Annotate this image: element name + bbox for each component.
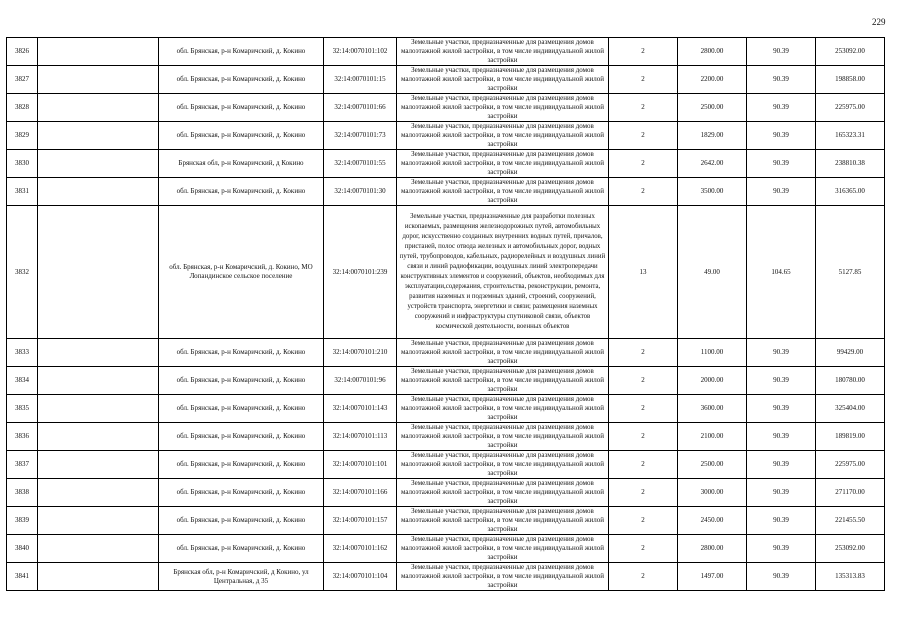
row-number-cell: 3835: [7, 395, 38, 423]
specific-value-cell: 90.39: [747, 339, 816, 367]
area-cell: 49.00: [678, 206, 747, 339]
specific-value-cell: 90.39: [747, 38, 816, 66]
row-number-cell: 3839: [7, 507, 38, 535]
row-number-cell: 3833: [7, 339, 38, 367]
blank-cell: [38, 451, 159, 479]
row-number-cell: 3841: [7, 563, 38, 591]
group-code-cell: 2: [609, 339, 678, 367]
specific-value-cell: 90.39: [747, 479, 816, 507]
table-row: [7, 479, 885, 507]
area-cell: 3600.00: [678, 395, 747, 423]
table-row: [7, 367, 885, 395]
land-use-cell: Земельные участки, предназначенные для размещения домов малоэтажной жилой застройки, в том числе индивидуальной жилой застройки: [397, 122, 609, 150]
area-cell: 1497.00: [678, 563, 747, 591]
cadastral-number-cell: 32:14:0070101:55: [324, 150, 397, 178]
table-row: [7, 38, 885, 66]
blank-cell: [38, 479, 159, 507]
land-use-cell: Земельные участки, предназначенные для размещения домов малоэтажной жилой застройки, в том числе индивидуальной жилой застройки: [397, 563, 609, 591]
group-code-cell: 2: [609, 367, 678, 395]
land-use-cell: Земельные участки, предназначенные для размещения домов малоэтажной жилой застройки, в том числе индивидуальной жилой застройки: [397, 66, 609, 94]
group-code-cell: 2: [609, 150, 678, 178]
specific-value-cell: 90.39: [747, 150, 816, 178]
address-cell: обл. Брянская, р-н Комаричский, д. Кокино: [159, 507, 324, 535]
cadastral-value-cell: 238810.38: [816, 150, 885, 178]
cadastral-value-cell: 325404.00: [816, 395, 885, 423]
specific-value-cell: 90.39: [747, 367, 816, 395]
cadastral-value-cell: 99429.00: [816, 339, 885, 367]
blank-cell: [38, 423, 159, 451]
table-row: [7, 122, 885, 150]
land-use-cell: Земельные участки, предназначенные для размещения домов малоэтажной жилой застройки, в том числе индивидуальной жилой застройки: [397, 94, 609, 122]
row-number-cell: 3840: [7, 535, 38, 563]
cadastral-value-cell: 5127.85: [816, 206, 885, 339]
address-cell: обл. Брянская, р-н Комаричский, д. Кокино, МО Лопандинское сельское поселение: [159, 206, 324, 339]
cadastral-number-cell: 32:14:0070101:143: [324, 395, 397, 423]
table-row: [7, 94, 885, 122]
blank-cell: [38, 94, 159, 122]
land-use-cell: Земельные участки, предназначенные для разработки полезных ископаемых, размещения железнодорожных путей, автомобильных дорог, искусственно созданных внутренних водных путей, причалов, пристаней, полос отвода железных и автомобильных дорог, водных путей, трубопроводов, кабельных, радиорелейных и воздушных линий связи и линий радиофикации, воздушных линий электропередачи конструктивных элементов и сооружений, объектов, необходимых для эксплуатации,содержания, строительства, реконструкции, ремонта, развития наземных и подземных зданий, строений, сооружений, устройств транспорта, энергетики и связи; размещения наземных сооружений и инфраструктуры спутниковой связи, объектов космической деятельности, военных объектов: [397, 206, 609, 339]
table-row: [7, 178, 885, 206]
cadastral-number-cell: 32:14:0070101:113: [324, 423, 397, 451]
cadastral-number-cell: 32:14:0070101:30: [324, 178, 397, 206]
specific-value-cell: 90.39: [747, 122, 816, 150]
table-row: [7, 339, 885, 367]
land-use-cell: Земельные участки, предназначенные для размещения домов малоэтажной жилой застройки, в том числе индивидуальной жилой застройки: [397, 38, 609, 66]
area-cell: 2642.00: [678, 150, 747, 178]
cadastral-value-cell: 165323.31: [816, 122, 885, 150]
address-cell: обл. Брянская, р-н Комаричский, д. Кокино: [159, 94, 324, 122]
cadastral-number-cell: 32:14:0070101:102: [324, 38, 397, 66]
address-cell: обл. Брянская, р-н Комаричский, д. Кокино: [159, 479, 324, 507]
cadastral-value-cell: 180780.00: [816, 367, 885, 395]
address-cell: обл. Брянская, р-н Комаричский, д. Кокино: [159, 423, 324, 451]
blank-cell: [38, 66, 159, 94]
cadastral-value-cell: 135313.83: [816, 563, 885, 591]
cadastral-number-cell: 32:14:0070101:96: [324, 367, 397, 395]
cadastral-number-cell: 32:14:0070101:166: [324, 479, 397, 507]
table-row: [7, 535, 885, 563]
specific-value-cell: 90.39: [747, 451, 816, 479]
table-row: [7, 451, 885, 479]
address-cell: обл. Брянская, р-н Комаричский, д. Кокино: [159, 451, 324, 479]
table-row: [7, 423, 885, 451]
land-use-cell: Земельные участки, предназначенные для размещения домов малоэтажной жилой застройки, в том числе индивидуальной жилой застройки: [397, 535, 609, 563]
blank-cell: [38, 367, 159, 395]
blank-cell: [38, 206, 159, 339]
area-cell: 2500.00: [678, 451, 747, 479]
group-code-cell: 2: [609, 451, 678, 479]
row-number-cell: 3829: [7, 122, 38, 150]
group-code-cell: 2: [609, 507, 678, 535]
blank-cell: [38, 563, 159, 591]
cadastral-value-cell: 271170.00: [816, 479, 885, 507]
area-cell: 2500.00: [678, 94, 747, 122]
row-number-cell: 3836: [7, 423, 38, 451]
cadastral-number-cell: 32:14:0070101:66: [324, 94, 397, 122]
specific-value-cell: 104.65: [747, 206, 816, 339]
land-use-cell: Земельные участки, предназначенные для размещения домов малоэтажной жилой застройки, в том числе индивидуальной жилой застройки: [397, 178, 609, 206]
blank-cell: [38, 122, 159, 150]
area-cell: 2800.00: [678, 38, 747, 66]
table-row: [7, 150, 885, 178]
cadastral-number-cell: 32:14:0070101:101: [324, 451, 397, 479]
group-code-cell: 2: [609, 38, 678, 66]
blank-cell: [38, 507, 159, 535]
group-code-cell: 2: [609, 66, 678, 94]
group-code-cell: 2: [609, 122, 678, 150]
table-body: [7, 38, 885, 591]
area-cell: 2100.00: [678, 423, 747, 451]
land-use-cell: Земельные участки, предназначенные для размещения домов малоэтажной жилой застройки, в том числе индивидуальной жилой застройки: [397, 395, 609, 423]
group-code-cell: 13: [609, 206, 678, 339]
group-code-cell: 2: [609, 479, 678, 507]
land-use-cell: Земельные участки, предназначенные для размещения домов малоэтажной жилой застройки, в том числе индивидуальной жилой застройки: [397, 339, 609, 367]
address-cell: обл. Брянская, р-н Комаричский, д. Кокино: [159, 122, 324, 150]
area-cell: 2200.00: [678, 66, 747, 94]
specific-value-cell: 90.39: [747, 423, 816, 451]
blank-cell: [38, 178, 159, 206]
group-code-cell: 2: [609, 395, 678, 423]
cadastral-value-cell: 189819.00: [816, 423, 885, 451]
address-cell: обл. Брянская, р-н Комаричский, д. Кокино: [159, 178, 324, 206]
group-code-cell: 2: [609, 563, 678, 591]
land-use-cell: Земельные участки, предназначенные для размещения домов малоэтажной жилой застройки, в том числе индивидуальной жилой застройки: [397, 451, 609, 479]
page-number: 229: [872, 17, 886, 27]
row-number-cell: 3834: [7, 367, 38, 395]
specific-value-cell: 90.39: [747, 178, 816, 206]
row-number-cell: 3826: [7, 38, 38, 66]
area-cell: 3000.00: [678, 479, 747, 507]
table-row: [7, 395, 885, 423]
area-cell: 3500.00: [678, 178, 747, 206]
area-cell: 2450.00: [678, 507, 747, 535]
area-cell: 1829.00: [678, 122, 747, 150]
address-cell: Брянская обл, р-н Комаричский, д Кокино, ул Центральная, д 35: [159, 563, 324, 591]
address-cell: обл. Брянская, р-н Комаричский, д. Кокино: [159, 38, 324, 66]
blank-cell: [38, 339, 159, 367]
row-number-cell: 3837: [7, 451, 38, 479]
table-row: [7, 563, 885, 591]
cadastral-value-cell: 253092.00: [816, 535, 885, 563]
specific-value-cell: 90.39: [747, 395, 816, 423]
specific-value-cell: 90.39: [747, 535, 816, 563]
blank-cell: [38, 535, 159, 563]
cadastral-value-cell: 198858.00: [816, 66, 885, 94]
row-number-cell: 3827: [7, 66, 38, 94]
cadastral-number-cell: 32:14:0070101:210: [324, 339, 397, 367]
area-cell: 2800.00: [678, 535, 747, 563]
blank-cell: [38, 38, 159, 66]
table-row: [7, 66, 885, 94]
area-cell: 2000.00: [678, 367, 747, 395]
blank-cell: [38, 150, 159, 178]
group-code-cell: 2: [609, 535, 678, 563]
land-use-cell: Земельные участки, предназначенные для размещения домов малоэтажной жилой застройки, в том числе индивидуальной жилой застройки: [397, 150, 609, 178]
address-cell: обл. Брянская, р-н Комаричский, д. Кокино: [159, 367, 324, 395]
land-use-cell: Земельные участки, предназначенные для размещения домов малоэтажной жилой застройки, в том числе индивидуальной жилой застройки: [397, 367, 609, 395]
table-row: [7, 507, 885, 535]
row-number-cell: 3830: [7, 150, 38, 178]
cadastral-number-cell: 32:14:0070101:157: [324, 507, 397, 535]
area-cell: 1100.00: [678, 339, 747, 367]
specific-value-cell: 90.39: [747, 66, 816, 94]
address-cell: обл. Брянская, р-н Комаричский, д. Кокино: [159, 395, 324, 423]
cadastral-value-cell: 221455.50: [816, 507, 885, 535]
cadastral-number-cell: 32:14:0070101:15: [324, 66, 397, 94]
land-use-cell: Земельные участки, предназначенные для размещения домов малоэтажной жилой застройки, в том числе индивидуальной жилой застройки: [397, 507, 609, 535]
group-code-cell: 2: [609, 94, 678, 122]
cadastral-number-cell: 32:14:0070101:239: [324, 206, 397, 339]
row-number-cell: 3838: [7, 479, 38, 507]
cadastral-value-cell: 253092.00: [816, 38, 885, 66]
cadastral-value-cell: 225975.00: [816, 94, 885, 122]
table-row: [7, 206, 885, 339]
address-cell: обл. Брянская, р-н Комаричский, д. Кокино: [159, 339, 324, 367]
specific-value-cell: 90.39: [747, 94, 816, 122]
row-number-cell: 3832: [7, 206, 38, 339]
blank-cell: [38, 395, 159, 423]
address-cell: обл. Брянская, р-н Комаричский, д. Кокино: [159, 66, 324, 94]
specific-value-cell: 90.39: [747, 507, 816, 535]
cadastral-value-table: [6, 37, 885, 591]
cadastral-number-cell: 32:14:0070101:73: [324, 122, 397, 150]
address-cell: Брянская обл, р-н Комаричский, д Кокино: [159, 150, 324, 178]
land-use-cell: Земельные участки, предназначенные для размещения домов малоэтажной жилой застройки, в том числе индивидуальной жилой застройки: [397, 479, 609, 507]
specific-value-cell: 90.39: [747, 563, 816, 591]
cadastral-value-cell: 316365.00: [816, 178, 885, 206]
group-code-cell: 2: [609, 423, 678, 451]
cadastral-value-cell: 225975.00: [816, 451, 885, 479]
cadastral-number-cell: 32:14:0070101:104: [324, 563, 397, 591]
land-use-cell: Земельные участки, предназначенные для размещения домов малоэтажной жилой застройки, в том числе индивидуальной жилой застройки: [397, 423, 609, 451]
group-code-cell: 2: [609, 178, 678, 206]
row-number-cell: 3831: [7, 178, 38, 206]
cadastral-number-cell: 32:14:0070101:162: [324, 535, 397, 563]
address-cell: обл. Брянская, р-н Комаричский, д. Кокино: [159, 535, 324, 563]
row-number-cell: 3828: [7, 94, 38, 122]
